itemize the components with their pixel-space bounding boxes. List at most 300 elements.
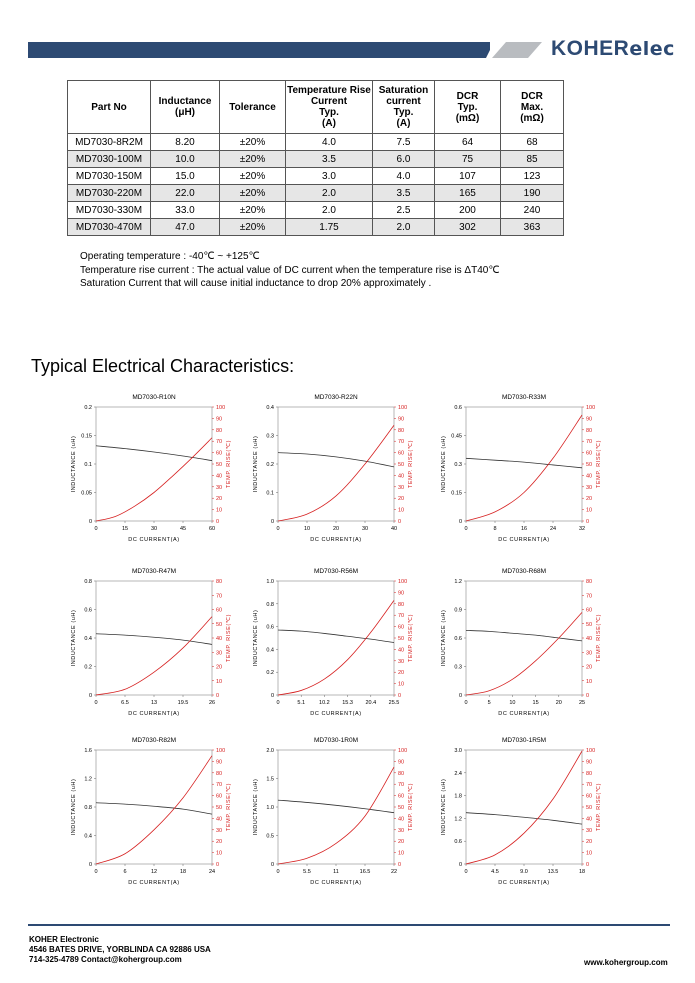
table-cell: 190 [501,185,564,202]
y2-tick-label: 70 [398,439,405,446]
chart-r56m [252,567,462,727]
x-tick-label: 5 [487,700,491,706]
y2-tick-label: 70 [398,782,405,789]
y2-tick-label: 0 [398,862,402,868]
y-axis-label: INDUCTANCE (uH) [253,609,259,667]
y2-tick-label: 20 [586,496,593,503]
y2-tick-label: 70 [586,593,593,600]
chart-svg [70,393,280,553]
y2-tick-label: 40 [586,636,593,642]
y-tick-label: 0 [88,693,92,699]
y2-tick-label: 60 [586,607,593,614]
y2-tick-label: 90 [398,416,405,423]
table-cell: 4.0 [373,168,435,185]
y2-tick-label: 100 [586,405,596,411]
x-tick-label: 20.4 [365,700,377,706]
table-cell: 3.5 [286,151,373,168]
x-tick-label: 0 [94,526,98,532]
x-tick-label: 45 [179,526,187,532]
y2-tick-label: 30 [586,484,593,491]
y2-tick-label: 20 [586,839,593,846]
y2-tick-label: 50 [398,805,405,811]
y2-axis-label: TEMP. RISE(℃) [596,613,602,663]
note-operating-temperature: Operating temperature : -40℃ ~ +125℃ [80,251,260,262]
y2-tick-label: 50 [216,621,223,628]
temp-rise-curve [278,425,394,521]
y2-tick-label: 60 [398,624,405,631]
inductance-curve [96,634,212,645]
footer-divider [28,924,670,926]
table-cell: 33.0 [151,202,220,219]
y2-axis-label: TEMP. RISE(℃) [408,613,414,663]
y2-tick-label: 0 [216,693,220,699]
x-tick-label: 11 [333,869,339,875]
footer-contact: 714-325-4789 Contact@kohergroup.com [29,955,182,964]
x-tick-label: 9.0 [520,869,528,875]
chart-svg [440,393,650,553]
y2-tick-label: 90 [216,759,223,766]
chart-r33m [440,393,650,553]
y-tick-label: 0.2 [266,462,274,468]
spec-table-header [68,81,564,134]
y-tick-label: 1.5 [266,776,274,783]
x-axis-label: DC CURRENT(A) [128,537,180,543]
y-axis-label: INDUCTANCE (uH) [253,435,259,493]
y-tick-label: 0.6 [454,405,462,411]
y-tick-label: 0.1 [84,462,92,468]
y2-tick-label: 80 [398,601,405,608]
y-tick-label: 1.6 [84,748,92,754]
y2-tick-label: 50 [586,462,593,468]
chart-title: MD7030-R56M [313,568,359,575]
y-tick-label: 0.2 [84,664,92,671]
plot-frame [278,750,394,864]
y2-tick-label: 30 [216,650,223,657]
chart-1r5m [440,736,650,896]
y2-tick-label: 100 [398,579,408,585]
plot-frame [96,581,212,695]
y2-axis-label: TEMP. RISE(℃) [226,613,232,663]
header-part-no: Part No [68,81,151,134]
y2-tick-label: 10 [216,850,223,857]
y-tick-label: 1.2 [454,816,462,823]
x-tick-label: 13.5 [547,869,559,875]
temp-rise-curve [96,617,212,695]
y2-tick-label: 40 [216,816,223,823]
inductance-curve [278,630,394,643]
table-cell: 3.5 [373,185,435,202]
y-axis-label: INDUCTANCE (uH) [441,778,447,836]
y2-tick-label: 90 [398,590,405,597]
temp-rise-curve [278,767,394,864]
x-tick-label: 22 [390,869,398,875]
y2-tick-label: 60 [216,450,223,457]
chart-svg [252,736,462,896]
y2-tick-label: 10 [586,678,593,685]
y2-tick-label: 60 [398,793,405,800]
chart-r47m [70,567,280,727]
y-tick-label: 0 [270,693,274,699]
y-tick-label: 0.05 [81,490,92,497]
x-axis-label: DC CURRENT(A) [310,880,362,886]
y2-tick-label: 100 [216,748,226,754]
y2-tick-label: 20 [216,496,223,503]
header-dcr-max: DCR Max. (mΩ) [501,81,564,134]
section-title: Typical Electrical Characteristics: [31,356,295,376]
y-tick-label: 0.45 [451,433,462,440]
x-tick-label: 12 [150,869,158,875]
x-tick-label: 24 [208,869,216,875]
y-tick-label: 0 [458,519,462,525]
y2-tick-label: 100 [216,405,226,411]
y2-tick-label: 20 [586,664,593,671]
footer-address-block [29,935,211,965]
y-tick-label: 0.9 [454,607,462,614]
x-tick-label: 30 [150,526,158,532]
x-tick-label: 32 [578,526,586,532]
x-tick-label: 25.5 [388,700,400,706]
y2-tick-label: 30 [398,658,405,665]
y-tick-label: 0.3 [266,433,274,440]
x-tick-label: 40 [390,526,398,532]
y2-tick-label: 10 [398,850,405,857]
header-grey-slant [492,42,542,58]
table-cell: 123 [501,168,564,185]
y2-tick-label: 40 [586,473,593,480]
y-tick-label: 0 [88,519,92,525]
inductance-curve [278,453,394,467]
x-tick-label: 10 [509,700,516,706]
x-tick-label: 0 [276,869,280,875]
chart-svg [70,567,280,727]
chart-svg [440,736,650,896]
header-inductance: Inductance (μH) [151,81,220,134]
y2-tick-label: 80 [586,427,593,434]
y2-tick-label: 20 [398,670,405,677]
table-cell: 363 [501,219,564,236]
x-tick-label: 4.5 [491,869,499,875]
table-row [68,168,564,185]
plot-frame [278,407,394,521]
table-cell: MD7030-8R2M [68,134,151,151]
y-tick-label: 0.6 [84,607,92,614]
y-tick-label: 1.2 [454,579,462,585]
footer-website: www.kohergroup.com [584,958,668,967]
y-tick-label: 2.4 [454,770,462,777]
table-row [68,219,564,236]
table-cell: ±20% [220,202,286,219]
company-logo [551,37,675,61]
y-tick-label: 0 [458,862,462,868]
inductance-curve [466,813,582,824]
table-cell: 4.0 [286,134,373,151]
y-tick-label: 0.4 [266,405,274,411]
y2-tick-label: 100 [398,405,408,411]
chart-title: MD7030-1R5M [501,737,547,744]
y2-tick-label: 50 [586,621,593,628]
plot-frame [466,581,582,695]
y-tick-label: 1.0 [266,805,274,811]
x-tick-label: 0 [94,869,98,875]
x-tick-label: 5.5 [303,869,311,875]
table-cell: 165 [435,185,501,202]
y-tick-label: 0.8 [266,601,274,608]
y2-tick-label: 30 [216,827,223,834]
y-axis-label: INDUCTANCE (uH) [253,778,259,836]
chart-title: MD7030-R33M [501,394,547,401]
note-temp-rise-current: Temperature rise current : The actual value of DC current when the temperature rise is ΔT40℃ [80,264,500,276]
table-cell: MD7030-150M [68,168,151,185]
table-cell: MD7030-100M [68,151,151,168]
y2-tick-label: 10 [216,507,223,514]
x-tick-label: 25 [578,700,586,706]
footer-address: 4546 BATES DRIVE, YORBLINDA CA 92886 USA [29,945,211,954]
y2-axis-label: TEMP. RISE(℃) [408,439,414,489]
table-cell: MD7030-470M [68,219,151,236]
y2-tick-label: 90 [216,416,223,423]
y-tick-label: 0.6 [266,624,274,631]
x-tick-label: 13 [150,700,158,706]
y2-tick-label: 40 [398,473,405,480]
y2-tick-label: 80 [398,770,405,777]
table-cell: ±20% [220,134,286,151]
y-tick-label: 2.0 [266,748,274,754]
y-tick-label: 0.1 [266,490,274,497]
y2-tick-label: 90 [586,759,593,766]
y-tick-label: 0.6 [454,636,462,642]
x-tick-label: 5.1 [297,700,306,706]
y2-tick-label: 50 [216,462,223,468]
table-cell: 1.75 [286,219,373,236]
y2-tick-label: 0 [586,519,590,525]
x-tick-label: 0 [276,526,280,532]
inductance-curve [466,458,582,468]
table-cell: 64 [435,134,501,151]
chart-svg [440,567,650,727]
table-cell: 107 [435,168,501,185]
y-tick-label: 0.4 [84,636,92,642]
x-tick-label: 18 [179,869,187,875]
x-tick-label: 16.5 [359,869,371,875]
y2-tick-label: 20 [216,839,223,846]
y-tick-label: 0.5 [266,833,274,840]
y-axis-label: INDUCTANCE (uH) [71,778,77,836]
y-tick-label: 1.0 [266,579,274,585]
x-tick-label: 20 [332,526,340,532]
y2-tick-label: 0 [398,519,402,525]
table-cell: 200 [435,202,501,219]
temp-rise-curve [466,751,582,864]
y2-tick-label: 10 [398,507,405,514]
y2-tick-label: 80 [216,427,223,434]
chart-title: MD7030-R22N [314,394,358,401]
y2-tick-label: 60 [586,793,593,800]
y2-tick-label: 70 [586,439,593,446]
y-tick-label: 0.6 [454,839,462,846]
x-tick-label: 15 [121,526,129,532]
y-tick-label: 0.15 [451,490,462,497]
plot-frame [466,407,582,521]
y2-tick-label: 50 [586,805,593,811]
y2-tick-label: 90 [586,416,593,423]
table-cell: 2.0 [373,219,435,236]
chart-r68m [440,567,650,727]
x-axis-label: DC CURRENT(A) [498,537,550,543]
x-tick-label: 8 [493,526,497,532]
spec-table [67,80,564,236]
y2-tick-label: 30 [398,484,405,491]
y-axis-label: INDUCTANCE (uH) [71,435,77,493]
y2-tick-label: 10 [398,681,405,688]
y2-tick-label: 30 [586,650,593,657]
y-tick-label: 3.0 [454,748,462,754]
x-tick-label: 6 [123,869,127,875]
y-tick-label: 0.15 [81,433,92,440]
note-saturation-current: Saturation Current that will cause initial inductance to drop 20% approximately . [80,278,432,289]
header-band [28,42,490,58]
plot-frame [96,750,212,864]
y2-tick-label: 60 [216,607,223,614]
x-tick-label: 0 [464,526,468,532]
y2-tick-label: 50 [216,805,223,811]
y2-tick-label: 0 [586,693,590,699]
y2-tick-label: 100 [398,748,408,754]
temp-rise-curve [96,756,212,864]
table-cell: 7.5 [373,134,435,151]
header-saturation-current: Saturation current Typ. (A) [373,81,435,134]
x-tick-label: 20 [555,700,562,706]
y-tick-label: 0 [270,519,274,525]
y-tick-label: 1.8 [454,793,462,800]
inductance-curve [96,803,212,814]
y2-tick-label: 30 [398,827,405,834]
plot-frame [96,407,212,521]
temp-rise-curve [466,612,582,695]
y2-tick-label: 80 [216,770,223,777]
table-row [68,134,564,151]
y2-tick-label: 60 [586,450,593,457]
table-cell: ±20% [220,168,286,185]
y2-tick-label: 80 [586,579,593,585]
y2-tick-label: 80 [398,427,405,434]
table-row [68,151,564,168]
y2-tick-label: 70 [586,782,593,789]
chart-svg [70,736,280,896]
y-axis-label: INDUCTANCE (uH) [71,609,77,667]
x-axis-label: DC CURRENT(A) [310,711,362,717]
y2-tick-label: 20 [398,839,405,846]
y2-tick-label: 80 [586,770,593,777]
table-row [68,202,564,219]
x-axis-label: DC CURRENT(A) [498,711,550,717]
chart-r10n [70,393,280,553]
x-tick-label: 0 [94,700,98,706]
logo-main: KOHER [551,37,630,60]
chart-title: MD7030-R82M [131,737,177,744]
y2-tick-label: 0 [216,862,220,868]
x-tick-label: 10 [303,526,311,532]
y2-tick-label: 70 [398,613,405,620]
table-cell: ±20% [220,151,286,168]
table-cell: 2.0 [286,185,373,202]
table-cell: 8.20 [151,134,220,151]
y2-tick-label: 40 [216,473,223,480]
y2-axis-label: TEMP. RISE(℃) [408,782,414,832]
header-tolerance: Tolerance [220,81,286,134]
table-cell: 2.0 [286,202,373,219]
y2-tick-label: 70 [216,782,223,789]
table-cell: ±20% [220,185,286,202]
inductance-curve [96,446,212,461]
x-tick-label: 30 [361,526,369,532]
table-cell: MD7030-220M [68,185,151,202]
y2-tick-label: 70 [216,593,223,600]
y2-tick-label: 20 [398,496,405,503]
x-tick-label: 60 [208,526,216,532]
temp-rise-curve [278,600,394,695]
x-tick-label: 15 [532,700,539,706]
y-tick-label: 0 [458,693,462,699]
chart-svg [252,393,462,553]
table-cell: 85 [501,151,564,168]
y-tick-label: 0.3 [454,462,462,468]
x-tick-label: 26 [208,700,216,706]
y2-axis-label: TEMP. RISE(℃) [226,782,232,832]
x-tick-label: 6.5 [121,700,129,706]
x-tick-label: 16 [520,526,528,532]
x-axis-label: DC CURRENT(A) [128,711,180,717]
x-axis-label: DC CURRENT(A) [310,537,362,543]
chart-title: MD7030-R10N [132,394,176,401]
y2-tick-label: 40 [586,816,593,823]
y-tick-label: 0.2 [266,670,274,677]
y-axis-label: INDUCTANCE (uH) [441,609,447,667]
chart-svg [252,567,462,727]
plot-frame [466,750,582,864]
chart-title: MD7030-1R0M [313,737,359,744]
x-tick-label: 18 [578,869,586,875]
y-tick-label: 0.2 [84,405,92,411]
y2-tick-label: 30 [586,827,593,834]
chart-r22n [252,393,462,553]
y-tick-label: 0.4 [266,647,274,654]
y2-tick-label: 10 [586,850,593,857]
header-temp-rise-current: Temperature Rise Current Typ. (A) [286,81,373,134]
x-tick-label: 15.3 [342,700,353,706]
y-tick-label: 0 [88,862,92,868]
table-cell: 6.0 [373,151,435,168]
table-cell: 302 [435,219,501,236]
table-cell: 75 [435,151,501,168]
x-tick-label: 19.5 [177,700,189,706]
chart-title: MD7030-R47M [131,568,177,575]
table-cell: 22.0 [151,185,220,202]
table-cell: 10.0 [151,151,220,168]
table-cell: 2.5 [373,202,435,219]
plot-frame [278,581,394,695]
chart-title: MD7030-R68M [501,568,547,575]
notes [80,250,500,291]
x-tick-label: 0 [464,700,468,706]
y2-tick-label: 10 [216,678,223,685]
x-tick-label: 10.2 [319,700,330,706]
y2-tick-label: 40 [398,647,405,654]
chart-1r0m [252,736,462,896]
y-tick-label: 1.2 [84,776,92,783]
x-tick-label: 24 [549,526,557,532]
y2-tick-label: 80 [216,579,223,585]
y2-tick-label: 60 [398,450,405,457]
